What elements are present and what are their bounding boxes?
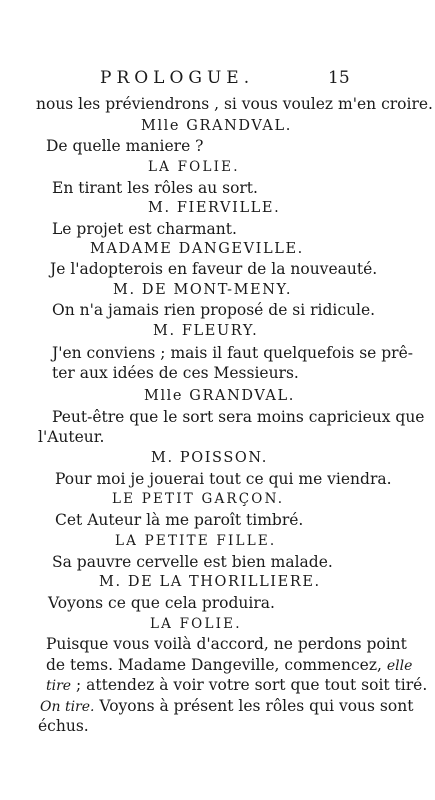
text-line: Je l'adopterois en faveur de la nouveauté. [50, 260, 378, 278]
speaker-name: M. FIERVILLE. [148, 200, 281, 216]
speaker-name: M. FLEURY. [153, 323, 259, 339]
text-line: En tirant les rôles au sort. [52, 179, 258, 197]
page-number: 15 [328, 68, 350, 88]
text-segment: de tems. Madame Dangeville, commencez, [46, 656, 382, 674]
page-header [0, 68, 435, 90]
speaker-name: LA FOLIE. [150, 616, 242, 632]
text-line: Puisque vous voilà d'accord, ne perdons point [46, 635, 407, 653]
speaker-name: LA FOLIE. [148, 159, 240, 175]
text-line: Voyons ce que cela produira. [48, 594, 275, 612]
speaker-name: LA PETITE FILLE. [115, 533, 277, 549]
speaker-name: M. DE MONT-MENY. [113, 282, 293, 298]
stage-direction: On tire. [40, 699, 95, 715]
text-line: J'en conviens ; mais il faut quelquefois se prê- [52, 344, 414, 362]
text-segment: ; attendez à voir votre sort que tout soit tiré. [76, 676, 428, 694]
text-line: l'Auteur. [38, 428, 105, 446]
text-line: Le projet est charmant. [52, 220, 237, 238]
text-line [46, 675, 427, 696]
text-line: nous les préviendrons , si vous voulez m'en croire. [36, 95, 433, 113]
text-line [46, 655, 412, 676]
speaker-name: Mlle GRANDVAL. [141, 118, 292, 134]
speaker-name: M. POISSON. [151, 450, 268, 466]
text-line: On n'a jamais rien proposé de si ridicule. [52, 301, 376, 319]
speaker-name: MADAME DANGEVILLE. [90, 241, 304, 257]
text-line: Pour moi je jouerai tout ce qui me viendra. [55, 470, 392, 488]
speaker-name: Mlle GRANDVAL. [144, 388, 295, 404]
text-line [40, 696, 413, 717]
text-line: Sa pauvre cervelle est bien malade. [52, 553, 333, 571]
text-line: ter aux idées de ces Messieurs. [52, 364, 299, 382]
running-title: PROLOGUE. [100, 68, 255, 88]
speaker-name: M. DE LA THORILLIERE. [99, 574, 321, 590]
text-line: De quelle maniere ? [46, 137, 204, 155]
text-line: Cet Auteur là me paroît timbré. [55, 511, 304, 529]
stage-direction: elle [386, 658, 413, 674]
text-segment: Voyons à présent les rôles qui vous sont [99, 697, 414, 715]
stage-direction: tire [46, 678, 72, 694]
text-line: échus. [38, 717, 89, 735]
speaker-name: LE PETIT GARÇON. [112, 491, 285, 507]
text-line: Peut-être que le sort sera moins capricieux que [52, 408, 425, 426]
